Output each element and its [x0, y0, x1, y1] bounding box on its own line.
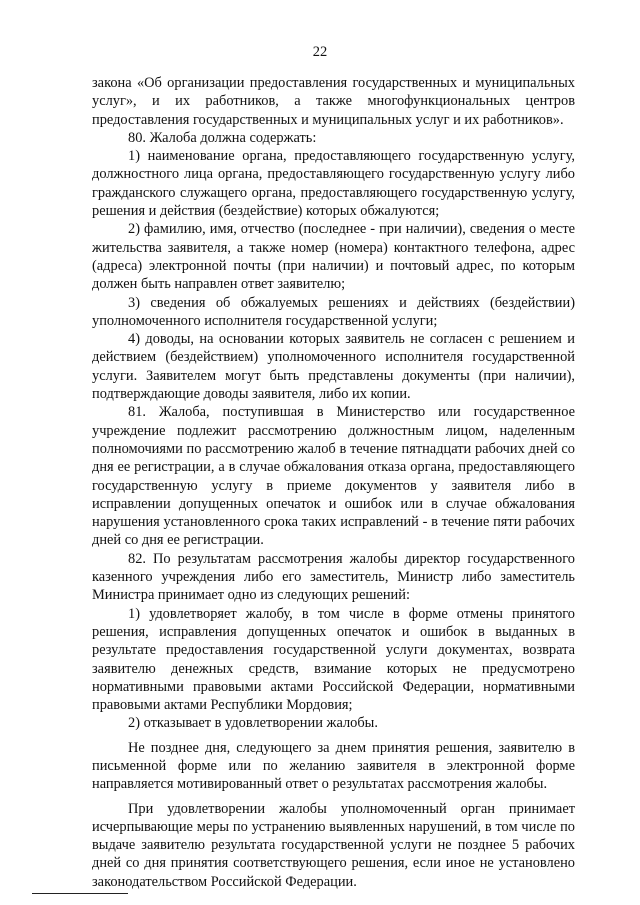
- paragraph-clause-80: 80. Жалоба должна содержать:: [128, 129, 317, 146]
- paragraph-clause-80-item-1: 1) наименование органа, предоставляющего государственную услугу, должностного лица органа, предоставляющего государственную услугу либо гражданского служащего органа, предоставляющего государственную услугу, решения и действия (бездействие) которых обжалуются;: [92, 148, 575, 220]
- document-body: [92, 74, 575, 891]
- paragraph-clause-81: 81. Жалоба, поступившая в Министерство или государственное учреждение подлежит рассмотрению должностным лицом, наделенным полномочиями по рассмотрению жалоб в течение пятнадцати рабочих дней со дня ее регистрации, а в случае обжалования отказа органа, предоставляющего государственную услугу в приеме документов у заявителя либо в исправлении допущенных опечаток и ошибок или в случае обжалования нарушения установленного срока таких исправлений - в течение пяти рабочих дней со дня ее регистрации.: [92, 404, 575, 549]
- paragraph-clause-82-item-2: 2) отказывает в удовлетворении жалобы.: [128, 715, 378, 732]
- paragraph-clause-80-item-3: 3) сведения об обжалуемых решениях и действиях (бездействии) уполномоченного исполнителя государственной услуги;: [92, 294, 575, 329]
- footnote-divider: [32, 893, 128, 894]
- paragraph-remedial-measures: При удовлетворении жалобы уполномоченный орган принимает исчерпывающие меры по устранению выявленных нарушений, в том числе по выдаче заявителю результата государственной услуги не позднее 5 рабочих дней со дня принятия соответствующего решения, если иное не установлено законодательством Российской Федерации.: [92, 800, 575, 890]
- paragraph-continuation: закона «Об организации предоставления государственных и муниципальных услуг», и их работников, а также многофункциональных центров предоставления государственных и муниципальных услуг и их работников».: [92, 75, 575, 128]
- paragraph-clause-80-item-4: 4) доводы, на основании которых заявитель не согласен с решением и действием (бездействием) уполномоченного исполнителя государственной услуги. Заявителем могут быть представлены документы (при наличии), подтверждающие доводы заявителя, либо их копии.: [92, 331, 575, 403]
- paragraph-clause-80-item-2: 2) фамилию, имя, отчество (последнее - при наличии), сведения о месте жительства заявителя, а также номер (номера) контактного телефона, адрес (адреса) электронной почты (при наличии) и почтовый адрес, по которым должен быть направлен ответ заявителю;: [92, 221, 575, 293]
- paragraph-clause-82-item-1: 1) удовлетворяет жалобу, в том числе в форме отмены принятого решения, исправления допущенных опечаток и ошибок в выданных в результате предоставления государственной услуги документах, возврата заявителю денежных средств, взимание которых не предусмотрено нормативными правовыми актами Российской Федерации, нормативными правовыми актами Республики Мордовия;: [92, 605, 575, 714]
- paragraph-response-deadline: Не позднее дня, следующего за днем принятия решения, заявителю в письменной форме или по желанию заявителя в электронной форме направляется мотивированный ответ о результатах рассмотрения жалобы.: [92, 739, 575, 793]
- paragraph-clause-82: 82. По результатам рассмотрения жалобы директор государственного казенного учреждения либо его заместитель, Министр либо заместитель Министра принимает одно из следующих решений:: [92, 550, 575, 604]
- page-number: 22: [312, 44, 328, 60]
